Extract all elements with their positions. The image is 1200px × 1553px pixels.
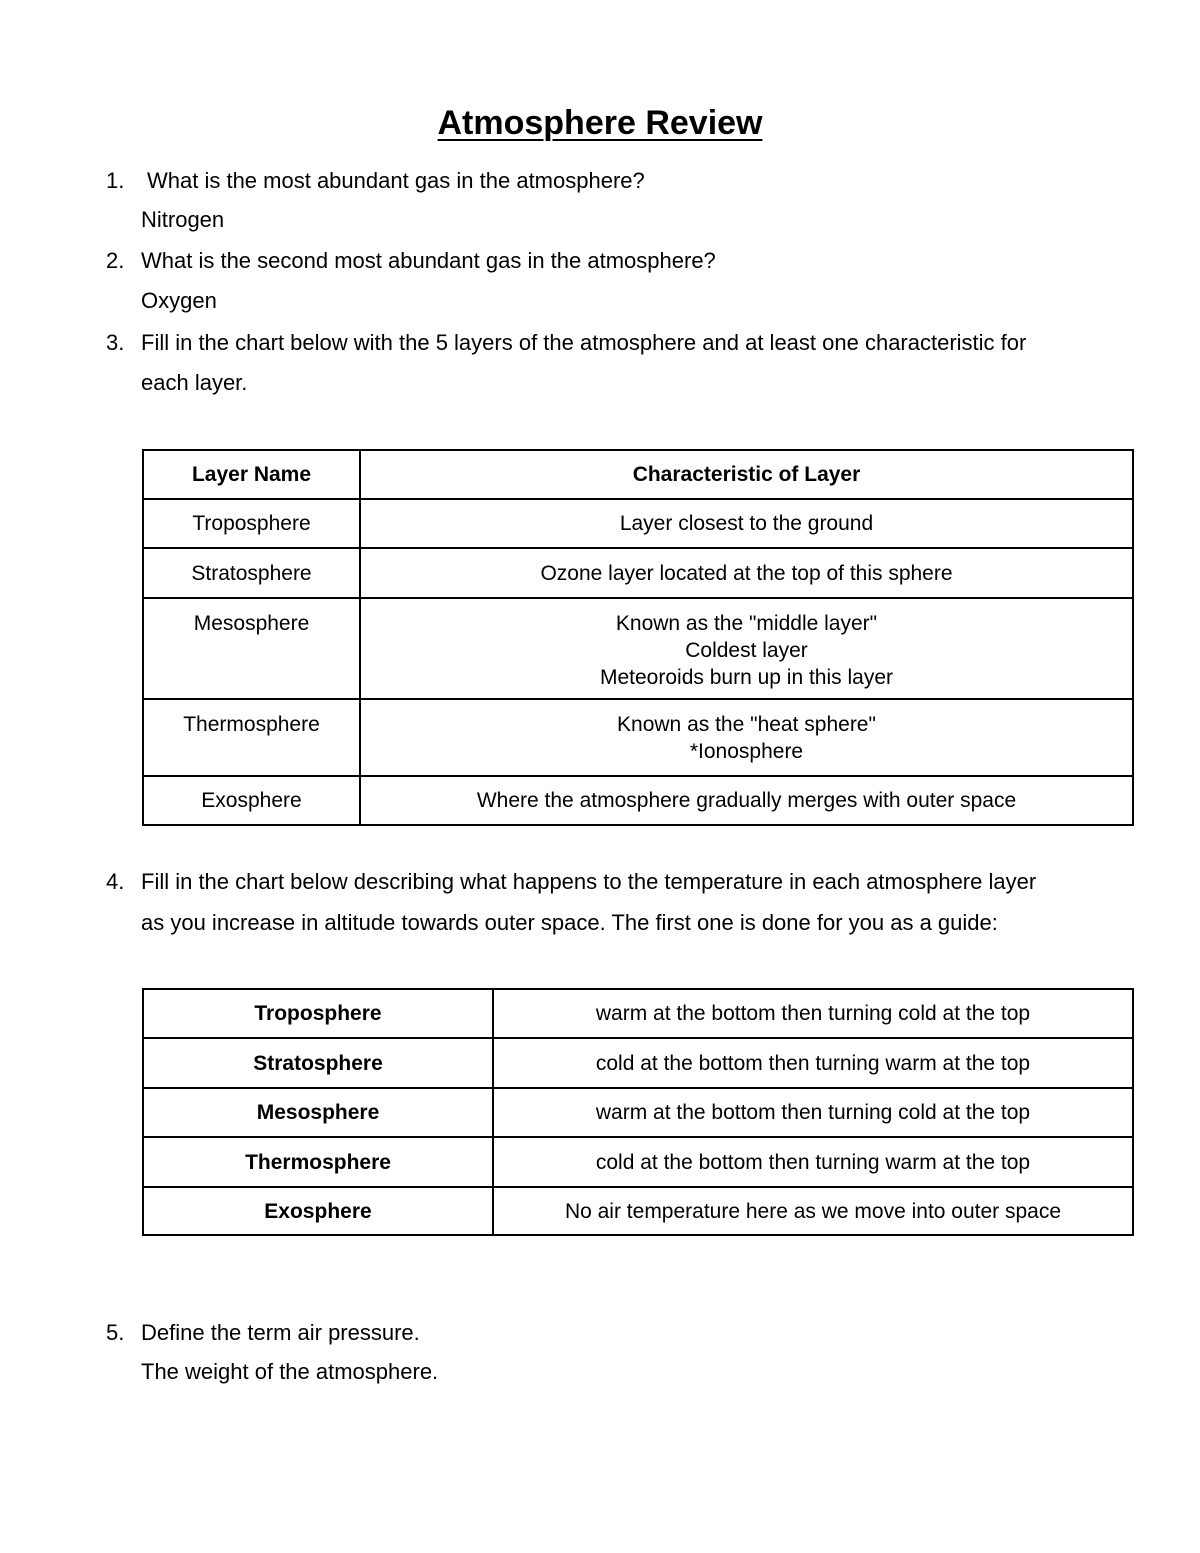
answer-text: The weight of the atmosphere. (141, 1359, 439, 1384)
answer-text: Oxygen (141, 288, 217, 313)
table-row (143, 548, 1133, 598)
characteristic-line: Meteoroids burn up in this layer (600, 666, 893, 689)
layer-name-cell: Troposphere (143, 499, 360, 548)
table-row (143, 1187, 1133, 1235)
table-row (143, 699, 1133, 776)
layer-name-cell: Exosphere (143, 776, 360, 825)
column-header: Layer Name (143, 450, 360, 499)
table-row (143, 1137, 1133, 1187)
layer-name-cell: Thermosphere (143, 1137, 493, 1187)
question-text: Define the term air pressure. (141, 1320, 420, 1345)
table-row (143, 1088, 1133, 1137)
characteristic-line: Coldest layer (685, 639, 808, 662)
answer-text: Nitrogen (141, 207, 225, 232)
question-number: 4. (106, 869, 125, 894)
page-title: Atmosphere Review (437, 104, 763, 142)
temperature-description-cell: cold at the bottom then turning warm at the top (493, 1038, 1133, 1088)
layers-table (142, 449, 1134, 826)
question-text: What is the second most abundant gas in the atmosphere? (141, 248, 716, 273)
table-row (143, 989, 1133, 1038)
table-row (143, 598, 1133, 699)
question-text: as you increase in altitude towards outer space. The first one is done for you as a guide: (141, 910, 998, 935)
layer-name-cell: Stratosphere (143, 548, 360, 598)
temperature-description-cell: cold at the bottom then turning warm at the top (493, 1137, 1133, 1187)
layer-characteristic-cell (360, 699, 1133, 776)
characteristic-line: Known as the "heat sphere" (617, 713, 876, 736)
temperature-description-cell: No air temperature here as we move into outer space (493, 1187, 1133, 1235)
question-text: What is the most abundant gas in the atmosphere? (147, 168, 645, 193)
temperature-table (142, 988, 1134, 1236)
question-number: 5. (106, 1320, 125, 1345)
temperature-description-cell: warm at the bottom then turning cold at the top (493, 989, 1133, 1038)
layer-characteristic-cell: Ozone layer located at the top of this sphere (360, 548, 1133, 598)
table-row (143, 1038, 1133, 1088)
question-number: 3. (106, 330, 125, 355)
question-text: each layer. (141, 370, 248, 395)
table-row (143, 499, 1133, 548)
layer-characteristic-cell (360, 598, 1133, 699)
question-text: Fill in the chart below describing what happens to the temperature in each atmosphere layer (141, 869, 1037, 894)
layer-name-cell: Mesosphere (143, 598, 360, 699)
table-row (143, 776, 1133, 825)
question-text: Fill in the chart below with the 5 layers of the atmosphere and at least one characteristic for (141, 330, 1027, 355)
layer-characteristic-cell: Where the atmosphere gradually merges with outer space (360, 776, 1133, 825)
layer-name-cell: Exosphere (143, 1187, 493, 1235)
layer-name-cell: Troposphere (143, 989, 493, 1038)
question-number: 2. (106, 248, 125, 273)
column-header: Characteristic of Layer (360, 450, 1133, 499)
characteristic-line: Known as the "middle layer" (615, 612, 878, 635)
layer-name-cell: Mesosphere (143, 1088, 493, 1137)
layer-characteristic-cell: Layer closest to the ground (360, 499, 1133, 548)
characteristic-line: *Ionosphere (689, 740, 804, 763)
table-header-row (143, 450, 1133, 499)
layer-name-cell: Stratosphere (143, 1038, 493, 1088)
layer-name-cell: Thermosphere (143, 699, 360, 776)
temperature-description-cell: warm at the bottom then turning cold at the top (493, 1088, 1133, 1137)
question-number: 1. (106, 168, 125, 193)
